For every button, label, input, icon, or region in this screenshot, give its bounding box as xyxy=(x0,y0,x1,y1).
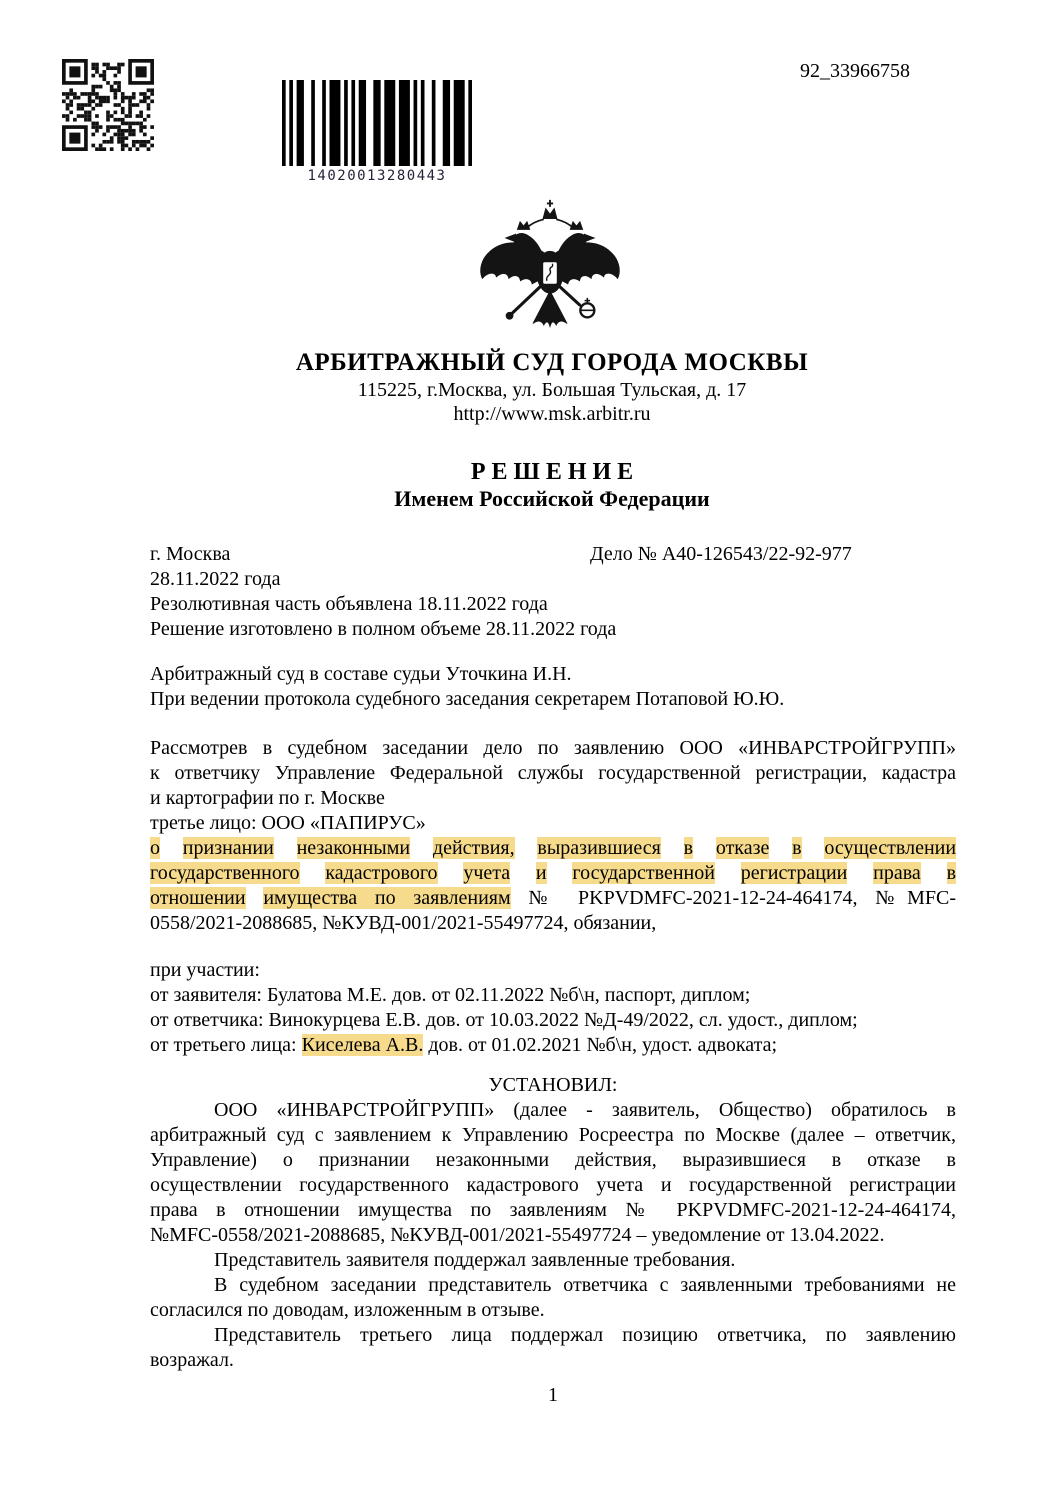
highlighted-text: отношении xyxy=(150,887,246,909)
highlighted-text: права xyxy=(873,862,921,884)
text-line: В судебном заседании представитель ответчика с заявленными требованиями не xyxy=(214,1274,956,1296)
highlighted-text: государственного xyxy=(150,862,300,884)
text-line: Резолютивная часть объявлена 18.11.2022 года xyxy=(150,593,548,615)
text-line xyxy=(150,836,956,861)
text-line: возражал. xyxy=(150,1349,234,1371)
text-line: согласился по доводам, изложенным в отзыве. xyxy=(150,1299,545,1321)
highlighted-text: кадастрового xyxy=(325,862,438,884)
text-line: арбитражный суд с заявлением к Управлению Росреестра по Москве (далее – ответчик, xyxy=(150,1124,956,1146)
court-website: http://www.msk.arbitr.ru xyxy=(453,403,651,425)
document-number: 92_33966758 xyxy=(800,60,910,82)
case-number: Дело № А40-126543/22-92-977 xyxy=(590,543,852,565)
court-header xyxy=(126,348,978,426)
text-line: ООО «ИНВАРСТРОЙГРУПП» (далее - заявитель, Общество) обратилось в xyxy=(214,1099,956,1121)
city-label: г. Москва xyxy=(150,543,231,565)
barcode-number: 14020013280443 xyxy=(307,168,447,184)
highlighted-text: учета xyxy=(463,862,511,884)
decision-body xyxy=(150,542,956,1373)
dates-block xyxy=(150,567,956,642)
text-line: при участии: xyxy=(150,959,260,981)
text-line: от третьего лица: Киселева А.В. дов. от 01.02.2021 №б\н, удост. адвоката; xyxy=(150,1034,778,1056)
text-line: права в отношении имущества по заявлениям № PKPVDMFC-2021-12-24-464174, xyxy=(150,1199,956,1221)
participants-list xyxy=(150,958,956,1058)
text-line: от заявителя: Булатова М.Е. дов. от 02.11.2022 №б\н, паспорт, диплом; xyxy=(150,984,751,1006)
text-line: третье лицо: ООО «ПАПИРУС» xyxy=(150,812,426,834)
decision-title-block xyxy=(126,458,978,512)
highlighted-text: в xyxy=(792,837,802,859)
text-line: к ответчику Управление Федеральной службы государственной регистрации, кадастра xyxy=(150,762,956,784)
text-line: от ответчика: Винокурцева Е.В. дов. от 10.03.2022 №Д-49/2022, сл. удост., диплом; xyxy=(150,1009,858,1031)
text-line: Решение изготовлено в полном объеме 28.11.2022 года xyxy=(150,618,617,640)
highlighted-text: государственной xyxy=(572,862,715,884)
highlighted-text: осуществлении xyxy=(824,837,957,859)
court-name: АРБИТРАЖНЫЙ СУД ГОРОДА МОСКВЫ xyxy=(295,349,809,376)
qr-code-icon xyxy=(62,57,154,153)
decision-title: Р Е Ш Е Н И Е xyxy=(470,459,634,485)
page-number: 1 xyxy=(548,1384,558,1406)
barcode xyxy=(282,80,472,184)
text-line: осуществлении государственного кадастрового учета и государственной регистрации xyxy=(150,1174,956,1196)
established-heading: УСТАНОВИЛ: xyxy=(488,1074,618,1096)
text-line: При ведении протокола судебного заседания секретарем Потаповой Ю.Ю. xyxy=(150,688,785,710)
positions-paragraph xyxy=(150,1248,956,1373)
text-line xyxy=(150,861,956,886)
established-paragraph xyxy=(150,1098,956,1248)
highlighted-text: имущества по заявлениям xyxy=(263,887,511,909)
highlighted-text: Киселева А.В. xyxy=(301,1034,424,1056)
text-line: 0558/2021-2088685, №КУВД-001/2021-55497724, обязании, xyxy=(150,912,657,934)
decision-subtitle: Именем Российской Федерации xyxy=(394,486,710,511)
highlighted-text: незаконными xyxy=(296,837,411,859)
text-line: Рассмотрев в судебном заседании дело по заявлению ООО «ИНВАРСТРОЙГРУПП» xyxy=(150,737,956,759)
highlighted-text: действия, xyxy=(432,837,515,859)
highlighted-text: и xyxy=(535,862,547,884)
russia-coat-of-arms-icon xyxy=(471,196,629,336)
text-line: Представитель третьего лица поддержал позицию ответчика, по заявлению xyxy=(214,1324,956,1346)
court-composition xyxy=(150,662,956,712)
text-line: №MFC-0558/2021-2088685, №КУВД-001/2021-55497724 – уведомление от 13.04.2022. xyxy=(150,1224,885,1246)
highlighted-text: отказе xyxy=(715,837,770,859)
case-subject xyxy=(150,736,956,936)
text-line: и картографии по г. Москве xyxy=(150,787,385,809)
highlighted-text: признании xyxy=(182,837,274,859)
highlighted-text: выразившиеся xyxy=(537,837,661,859)
text-line: 28.11.2022 года xyxy=(150,568,281,590)
text-line: Представитель заявителя поддержал заявленные требования. xyxy=(214,1249,736,1271)
highlighted-text: регистрации xyxy=(740,862,848,884)
highlighted-text: о xyxy=(150,837,160,859)
text-line: Управление) о признании незаконными действия, выразившиеся в отказе в xyxy=(150,1149,956,1171)
highlighted-text: в xyxy=(946,862,957,884)
court-address: 115225, г.Москва, ул. Большая Тульская, д. 17 xyxy=(357,379,747,401)
text-line: Арбитражный суд в составе судьи Уточкина И.Н. xyxy=(150,663,572,685)
text-line: отношении имущества по заявлениям № PKPVDMFC-2021-12-24-464174, №MFC- xyxy=(150,887,956,909)
highlighted-text: в xyxy=(683,837,694,859)
case-info-row xyxy=(150,542,956,567)
barcode-icon xyxy=(282,80,472,166)
